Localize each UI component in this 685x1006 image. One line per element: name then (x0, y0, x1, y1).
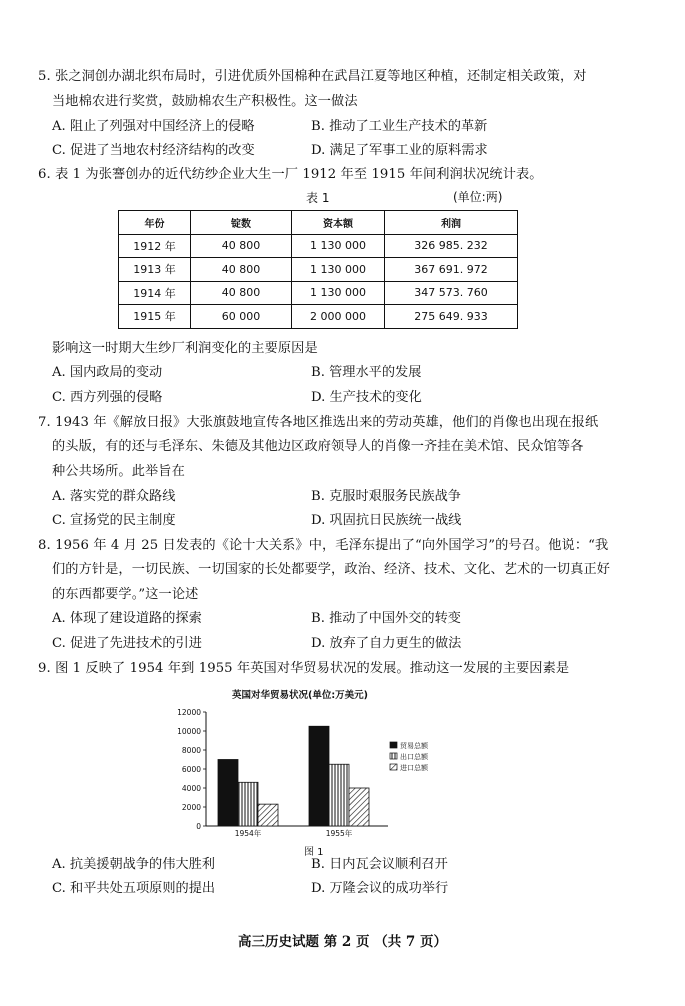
q6-option-c: C. 西方列强的侵略 (52, 390, 163, 405)
table-cell: 60 000 (191, 305, 292, 329)
legend-swatch (390, 742, 397, 748)
legend-label: 贸易总额 (400, 742, 428, 750)
x-tick-label: 1954年 (234, 829, 262, 838)
table-unit: (单位:两) (453, 190, 503, 204)
q8-stem-line2: 们的方针是，一切民族、一切国家的长处都要学，政治、经济、技术、文化、艺术的一切真正好 (52, 562, 611, 577)
y-tick-label: 6000 (181, 765, 201, 774)
q7-option-b: B. 克服时艰服务民族战争 (311, 489, 461, 504)
legend-label: 出口总额 (400, 753, 428, 761)
table-header-cell: 利润 (385, 211, 518, 235)
table-cell: 1914 年 (119, 281, 191, 305)
table-row (119, 305, 518, 329)
table-row (119, 258, 518, 282)
table-header-row (119, 211, 518, 235)
chart-legend (390, 741, 429, 772)
q7-stem-line1: 7. 1943 年《解放日报》大张旗鼓地宣传各地区推选出来的劳动英雄，他们的肖像也出现在报纸 (38, 415, 599, 430)
q5-option-d: D. 满足了军事工业的原料需求 (311, 143, 488, 158)
x-tick-label: 1955年 (325, 829, 353, 838)
table-header-cell: 资本额 (292, 211, 385, 235)
table-cell: 40 800 (191, 234, 292, 258)
q5-option-b: B. 推动了工业生产技术的革新 (311, 119, 488, 134)
q6-stem-after: 影响这一时期大生纱厂利润变化的主要原因是 (52, 341, 318, 356)
table-cell: 2 000 000 (292, 305, 385, 329)
table-cell: 40 800 (191, 258, 292, 282)
table-row (119, 281, 518, 305)
bar-3 (349, 788, 369, 826)
q9-option-d: D. 万隆会议的成功举行 (311, 881, 449, 896)
q8-stem-line3: 的东西都要学。”这一论述 (52, 587, 199, 602)
q9-option-b: B. 日内瓦会议顺利召开 (311, 857, 448, 872)
table-cell: 367 691. 972 (385, 258, 518, 282)
q5-option-c: C. 促进了当地农村经济结构的改变 (52, 143, 255, 158)
q6-option-b: B. 管理水平的发展 (311, 365, 422, 380)
table-header-cell: 年份 (119, 211, 191, 235)
trade-bar-chart (160, 700, 460, 845)
q5-stem-line1: 5. 张之洞创办湖北织布局时，引进优质外国棉种在武昌江夏等地区种植，还制定相关政策，对 (38, 69, 587, 84)
table-cell: 347 573. 760 (385, 281, 518, 305)
q7-stem-line3: 种公共场所。此举旨在 (52, 464, 185, 479)
figure-caption: 图 1 (304, 847, 324, 858)
table-cell: 40 800 (191, 281, 292, 305)
bar-1 (218, 760, 238, 827)
y-tick-label: 0 (196, 822, 201, 831)
q7-option-c: C. 宣扬党的民主制度 (52, 513, 176, 528)
table-cell: 1 130 000 (292, 281, 385, 305)
bar-2 (329, 764, 349, 826)
legend-swatch (390, 753, 397, 759)
q8-option-c: C. 促进了先进技术的引进 (52, 636, 202, 651)
table-header-cell: 锭数 (191, 211, 292, 235)
table-row (119, 234, 518, 258)
y-tick-label: 12000 (177, 708, 201, 717)
q8-stem-line1: 8. 1956 年 4 月 25 日发表的《论十大关系》中，毛泽东提出了“向外国学习”的号召。他说：“我 (38, 538, 609, 553)
table-cell: 275 649. 933 (385, 305, 518, 329)
table-cell: 1 130 000 (292, 258, 385, 282)
q5-option-a: A. 阻止了列强对中国经济上的侵略 (52, 119, 255, 134)
bar-3 (258, 804, 278, 826)
q8-option-d: D. 放弃了自力更生的做法 (311, 636, 462, 651)
bar-1 (309, 726, 329, 826)
q7-stem-line2: 的头版，有的还与毛泽东、朱德及其他边区政府领导人的肖像一齐挂在美术馆、民众馆等各 (52, 439, 584, 454)
table-cell: 1915 年 (119, 305, 191, 329)
q8-option-b: B. 推动了中国外交的转变 (311, 611, 461, 626)
legend-label: 进口总额 (400, 764, 428, 772)
table-cell: 1 130 000 (292, 234, 385, 258)
y-tick-label: 8000 (181, 746, 201, 755)
q7-option-d: D. 巩固抗日民族统一战线 (311, 513, 462, 528)
bar-2 (238, 782, 258, 826)
y-tick-label: 4000 (181, 784, 201, 793)
y-tick-label: 10000 (177, 727, 201, 736)
q7-option-a: A. 落实党的群众路线 (52, 489, 176, 504)
legend-swatch (390, 764, 397, 770)
page-footer: 高三历史试题 第 2 页 （共 7 页） (238, 934, 447, 950)
q5-stem-line2: 当地棉农进行奖赏，鼓励棉农生产积极性。这一做法 (52, 94, 358, 109)
table-caption: 表 1 (306, 191, 330, 205)
q9-option-a: A. 抗美援朝战争的伟大胜利 (52, 857, 215, 872)
q8-option-a: A. 体现了建设道路的探索 (52, 611, 202, 626)
q6-stem: 6. 表 1 为张謇创办的近代纺纱企业大生一厂 1912 年至 1915 年间利润状况统计表。 (38, 167, 543, 182)
q9-option-c: C. 和平共处五项原则的提出 (52, 881, 216, 896)
table-cell: 326 985. 232 (385, 234, 518, 258)
profit-table (118, 210, 518, 329)
q6-option-a: A. 国内政局的变动 (52, 365, 163, 380)
q6-option-d: D. 生产技术的变化 (311, 390, 422, 405)
chart-bars (218, 726, 369, 826)
chart-title: 英国对华贸易状况(单位:万美元) (232, 690, 368, 701)
table-cell: 1913 年 (119, 258, 191, 282)
y-tick-label: 2000 (181, 803, 201, 812)
q9-stem: 9. 图 1 反映了 1954 年到 1955 年英国对华贸易状况的发展。推动这一发展的主要因素是 (38, 661, 570, 676)
table-cell: 1912 年 (119, 234, 191, 258)
